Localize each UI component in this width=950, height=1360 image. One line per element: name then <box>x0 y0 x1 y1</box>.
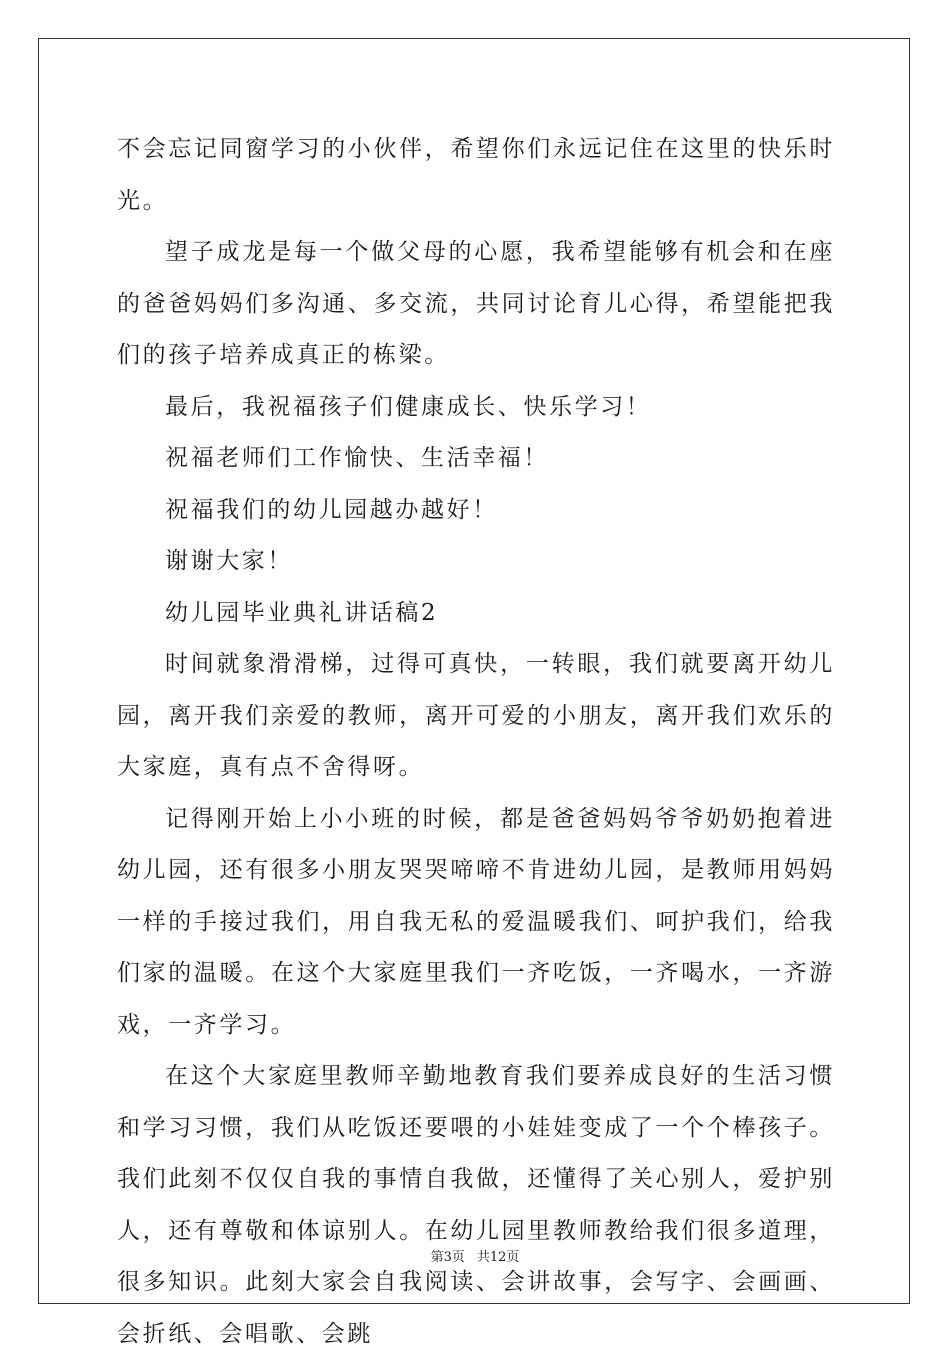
paragraph-4: 祝福老师们工作愉快、生活幸福！ <box>165 445 549 471</box>
paragraph-9: 记得刚开始上小小班的时候，都是爸爸妈妈爷爷奶奶抱着进幼儿园，还有很多小朋友哭哭啼啼不肯进幼儿园，是教师用妈妈一样的手接过我们，用自我无私的爱温暖我们、呵护我们，给我们家的温暖。在这个大家庭里我们一齐吃饭，一齐喝水，一齐游戏，一齐学习。 <box>117 805 835 1038</box>
paragraph-6: 谢谢大家！ <box>165 548 293 574</box>
paragraph-8: 时间就象滑滑梯，过得可真快，一转眼，我们就要离开幼儿园，离开我们亲爱的教师，离开可爱的小朋友，离开我们欢乐的大家庭，真有点不舍得呀。 <box>117 651 835 780</box>
paragraph-10: 在这个大家庭里教师辛勤地教育我们要养成良好的生活习惯和学习习惯，我们从吃饭还要喂的小娃娃变成了一个个棒孩子。我们此刻不仅仅自我的事情自我做，还懂得了关心别人，爱护别人，还有尊敬和体谅别人。在幼儿园里教师教给我们很多道理，很多知识。此刻大家会自我阅读、会讲故事，会写字、会画画、会折纸、会唱歌、会跳 <box>117 1063 835 1347</box>
paragraph-3: 最后，我祝福孩子们健康成长、快乐学习！ <box>165 393 652 420</box>
document-body <box>117 124 835 1360</box>
paragraph-1: 不会忘记同窗学习的小伙伴，希望你们永远记住在这里的快乐时光。 <box>117 136 835 214</box>
page-number: 第3页 <box>430 1250 465 1265</box>
page-footer <box>0 1246 950 1265</box>
paragraph-5: 祝福我们的幼儿园越办越好！ <box>165 496 498 523</box>
section-heading: 幼儿园毕业典礼讲话稿2 <box>165 599 439 626</box>
paragraph-2: 望子成龙是每一个做父母的心愿，我希望能够有机会和在座的爸爸妈妈们多沟通、多交流，共同讨论育儿心得，希望能把我们的孩子培养成真正的栋梁。 <box>117 239 835 368</box>
page-total: 共12页 <box>476 1250 520 1265</box>
